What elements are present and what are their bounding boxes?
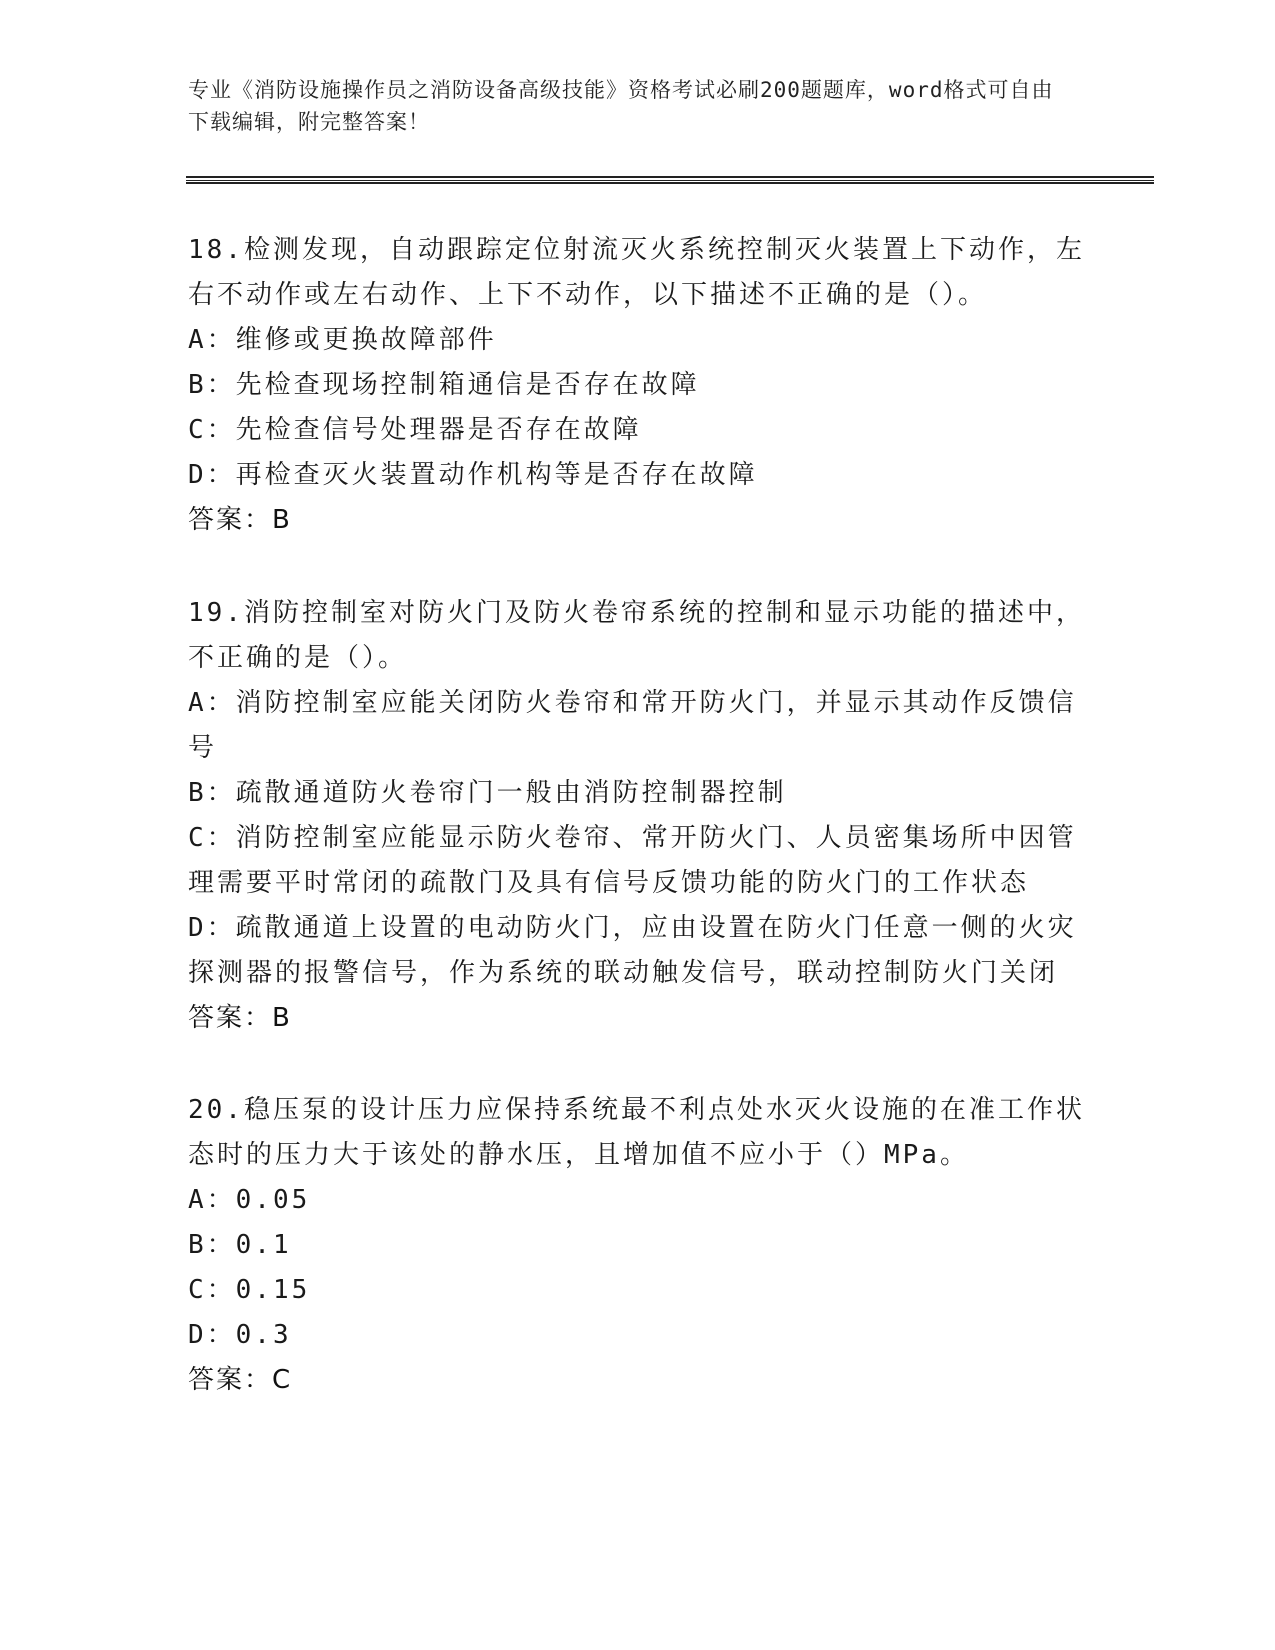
option-b: B：先检查现场控制箱通信是否存在故障 [188,370,700,400]
header-divider [186,176,1154,181]
answer-line: 答案：C [188,1365,293,1395]
question-stem: 18.检测发现，自动跟踪定位射流灭火系统控制灭火装置上下动作，左右不动作或左右动作、上下不动作，以下描述不正确的是（）。 [188,235,1085,310]
option-d: D：疏散通道上设置的电动防火门，应由设置在防火门任意一侧的火灾探测器的报警信号，作为系统的联动触发信号，联动控制防火门关闭 [188,913,1077,988]
option-d: D：0.3 [188,1320,292,1350]
option-c: C：消防控制室应能显示防火卷帘、常开防火门、人员密集场所中因管理需要平时常闭的疏散门及具有信号反馈功能的防火门的工作状态 [188,823,1077,898]
question-stem: 20.稳压泵的设计压力应保持系统最不利点处水灭火设施的在准工作状态时的压力大于该处的静水压，且增加值不应小于（）MPa。 [188,1095,1085,1170]
answer-line: 答案：B [188,505,292,535]
option-c: C：先检查信号处理器是否存在故障 [188,415,642,445]
option-d: D：再检查灭火装置动作机构等是否存在故障 [188,460,758,490]
option-a: A：维修或更换故障部件 [188,325,497,355]
option-b: B：0.1 [188,1230,292,1260]
question-20 [188,1088,1088,1403]
option-a: A：消防控制室应能关闭防火卷帘和常开防火门，并显示其动作反馈信号 [188,688,1077,763]
question-18 [188,228,1088,543]
question-stem: 19.消防控制室对防火门及防火卷帘系统的控制和显示功能的描述中，不正确的是（）。 [188,598,1085,673]
document-header: 专业《消防设施操作员之消防设备高级技能》资格考试必刷200题题库，word格式可自由下载编辑，附完整答案！ [188,78,1054,134]
question-19 [188,591,1088,1041]
option-b: B：疏散通道防火卷帘门一般由消防控制器控制 [188,778,787,808]
option-a: A：0.05 [188,1185,311,1215]
header-divider-secondary [186,182,1154,184]
answer-line: 答案：B [188,1003,292,1033]
option-c: C：0.15 [188,1275,311,1305]
